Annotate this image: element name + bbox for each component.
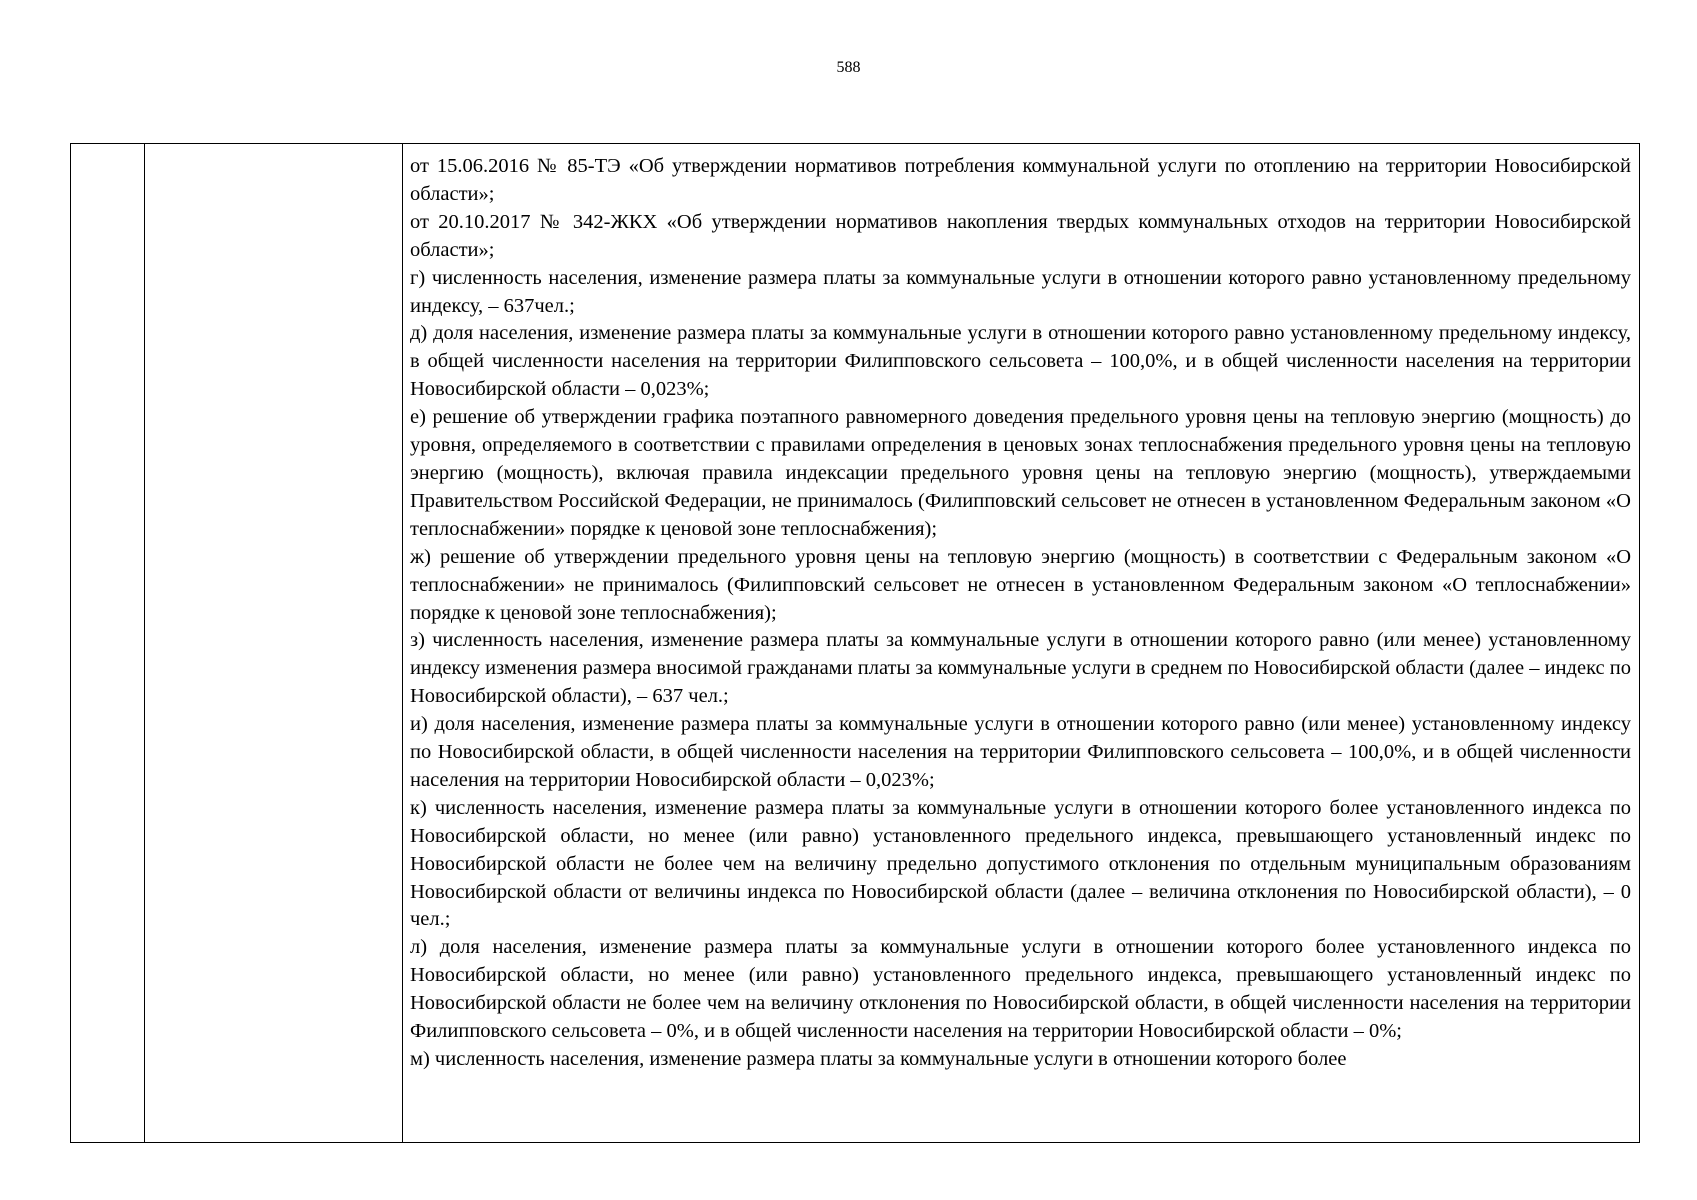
paragraph-3: г) численность населения, изменение размера платы за коммунальные услуги в отношении которого равно установленному предельному индексу, – 637чел.; bbox=[410, 266, 1631, 317]
table-cell-name bbox=[145, 144, 403, 1143]
paragraph-7: з) численность населения, изменение размера платы за коммунальные услуги в отношении которого равно (или менее) установленному индексу изменения размера вносимой гражданами платы за коммунальные услуги в среднем по Новосибирской области (далее – индекс по Новосибирской области), – 637 чел.; bbox=[410, 629, 1631, 708]
page-number: 588 bbox=[836, 59, 861, 76]
paragraph-8: и) доля населения, изменение размера платы за коммунальные услуги в отношении которого равно (или менее) установленному индексу по Новосибирской области, в общей численности населения на территории Филипповского сельсовета – 100,0%, и в общей численности населения на территории Новосибирской области – 0,023%; bbox=[410, 713, 1631, 791]
paragraph-9: к) численность населения, изменение размера платы за коммунальные услуги в отношении которого более установленного индекса по Новосибирской области, но менее (или равно) установленного предельного индекса, превышающего установленный индекс по Новосибирской области не более чем на величину предельно допустимого отклонения по отдельным муниципальным образованиям Новосибирской области от величины индекса по Новосибирской области (далее – величина отклонения по Новосибирской области), – 0 чел.; bbox=[410, 796, 1631, 931]
paragraph-6: ж) решение об утверждении предельного уровня цены на тепловую энергию (мощность) в соответствии с Федеральным законом «О теплоснабжении» не принималось (Филипповский сельсовет не отнесен в установленном Федеральным законом «О теплоснабжении» порядке к ценовой зоне теплоснабжения); bbox=[410, 545, 1631, 624]
paragraph-4: д) доля населения, изменение размера платы за коммунальные услуги в отношении которого равно установленному предельному индексу, в общей численности населения на территории Филипповского сельсовета – 100,0%, и в общей численности населения на территории Новосибирской области – 0,023%; bbox=[410, 322, 1631, 401]
document-table bbox=[70, 143, 1640, 1143]
paragraph-1: от 15.06.2016 № 85-ТЭ «Об утверждении нормативов потребления коммунальной услуги по отоплению на территории Новосибирской области»; bbox=[410, 155, 1631, 205]
paragraph-11: м) численность населения, изменение размера платы за коммунальные услуги в отношении которого более bbox=[410, 1048, 1347, 1070]
paragraph-2: от 20.10.2017 № 342-ЖКХ «Об утверждении нормативов накопления твердых коммунальных отходов на территории Новосибирской области»; bbox=[410, 210, 1631, 261]
table-row bbox=[71, 144, 1640, 1143]
table-cell-index bbox=[71, 144, 145, 1143]
table-cell-content bbox=[403, 144, 1640, 1143]
paragraph-5: е) решение об утверждении графика поэтапного равномерного доведения предельного уровня цены на тепловую энергию (мощность) до уровня, определяемого в соответствии с правилами определения в ценовых зонах теплоснабжения предельного уровня цены на тепловую энергию (мощность), включая правила индексации предельного уровня цены на тепловую энергию (мощность), утверждаемыми Правительством Российской Федерации, не принималось (Филипповский сельсовет не отнесен в установленном Федеральным законом «О теплоснабжении» порядке к ценовой зоне теплоснабжения); bbox=[410, 406, 1631, 540]
paragraph-10: л) доля населения, изменение размера платы за коммунальные услуги в отношении которого более установленного индекса по Новосибирской области, но менее (или равно) установленного предельного индекса, превышающего установленный индекс по Новосибирской области не более чем на величину отклонения по Новосибирской области, в общей численности населения на территории Филипповского сельсовета – 0%, и в общей численности населения на территории Новосибирской области – 0%; bbox=[410, 936, 1631, 1043]
